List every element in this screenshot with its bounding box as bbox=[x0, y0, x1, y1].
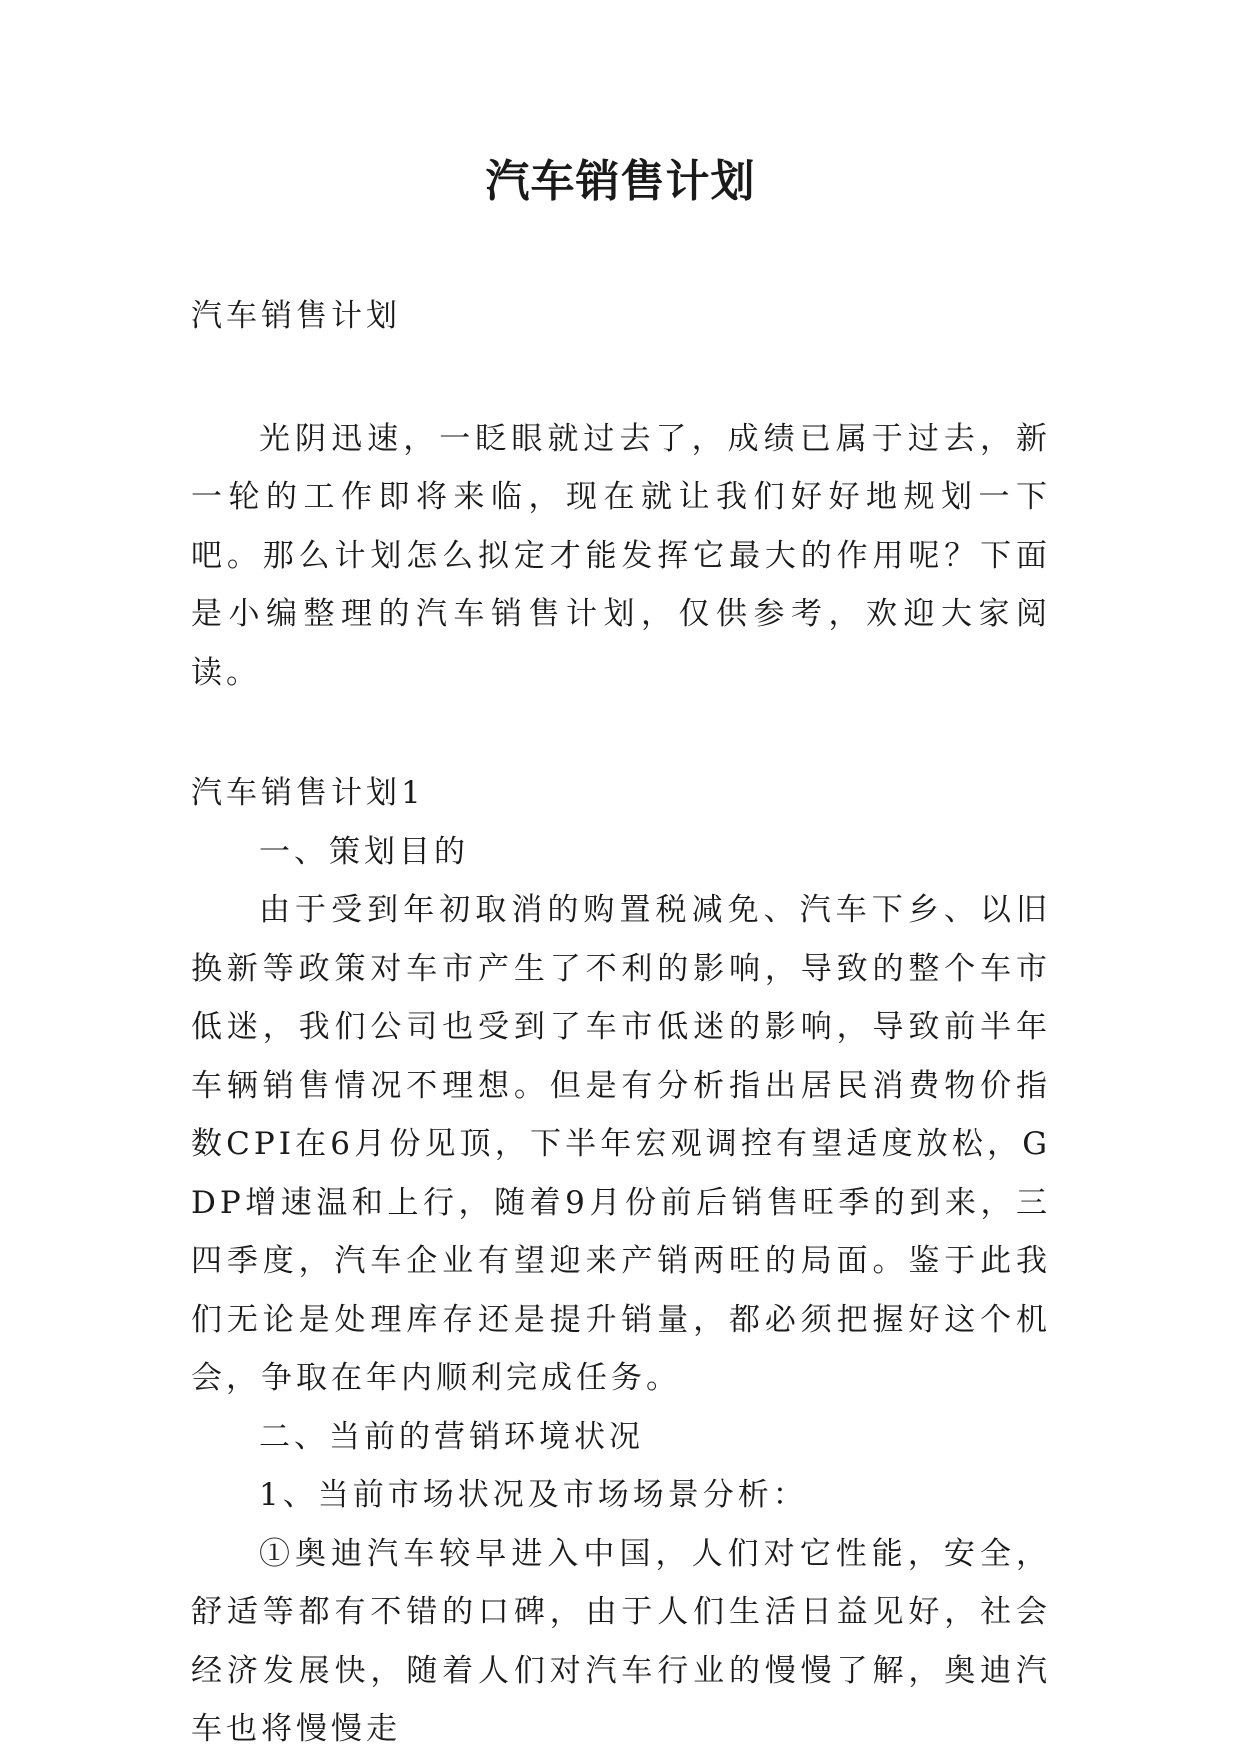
subtitle-line: 汽车销售计划 bbox=[191, 298, 401, 334]
document-body bbox=[191, 287, 1051, 1759]
document-title: 汽车销售计划 bbox=[485, 156, 756, 207]
purpose-paragraph: 由于受到年初取消的购置税减免、汽车下乡、以旧换新等政策对车市产生了不利的影响，导致的整个车市低迷，我们公司也受到了车市低迷的影响，导致前半年车辆销售情况不理想。但是有分析指出居民消费物价指数CPI在6月份见顶，下半年宏观调控有望适度放松，GDP增速温和上行，随着9月份前后销售旺季的到来，三四季度，汽车企业有望迎来产销两旺的局面。鉴于此我们无论是处理库存还是提升销量，都必须把握好这个机会，争取在年内顺利完成任务。 bbox=[191, 892, 1051, 1396]
heading-marketing-environment: 二、当前的营销环境状况 bbox=[259, 1418, 644, 1455]
heading-purpose: 一、策划目的 bbox=[259, 833, 469, 870]
section-heading-plan-1: 汽车销售计划1 bbox=[191, 775, 425, 811]
heading-market-analysis: 1、当前市场状况及市场场景分析： bbox=[259, 1477, 808, 1513]
intro-paragraph: 光阴迅速，一眨眼就过去了，成绩已属于过去，新一轮的工作即将来临，现在就让我们好好地规划一下吧。那么计划怎么拟定才能发挥它最大的作用呢？下面是小编整理的汽车销售计划，仅供参考，欢迎大家阅读。 bbox=[191, 420, 1051, 691]
audi-paragraph: ①奥迪汽车较早进入中国，人们对它性能，安全，舒适等都有不错的口碑，由于人们生活日益见好，社会经济发展快，随着人们对汽车行业的慢慢了解，奥迪汽车也将慢慢走 bbox=[191, 1535, 1051, 1747]
